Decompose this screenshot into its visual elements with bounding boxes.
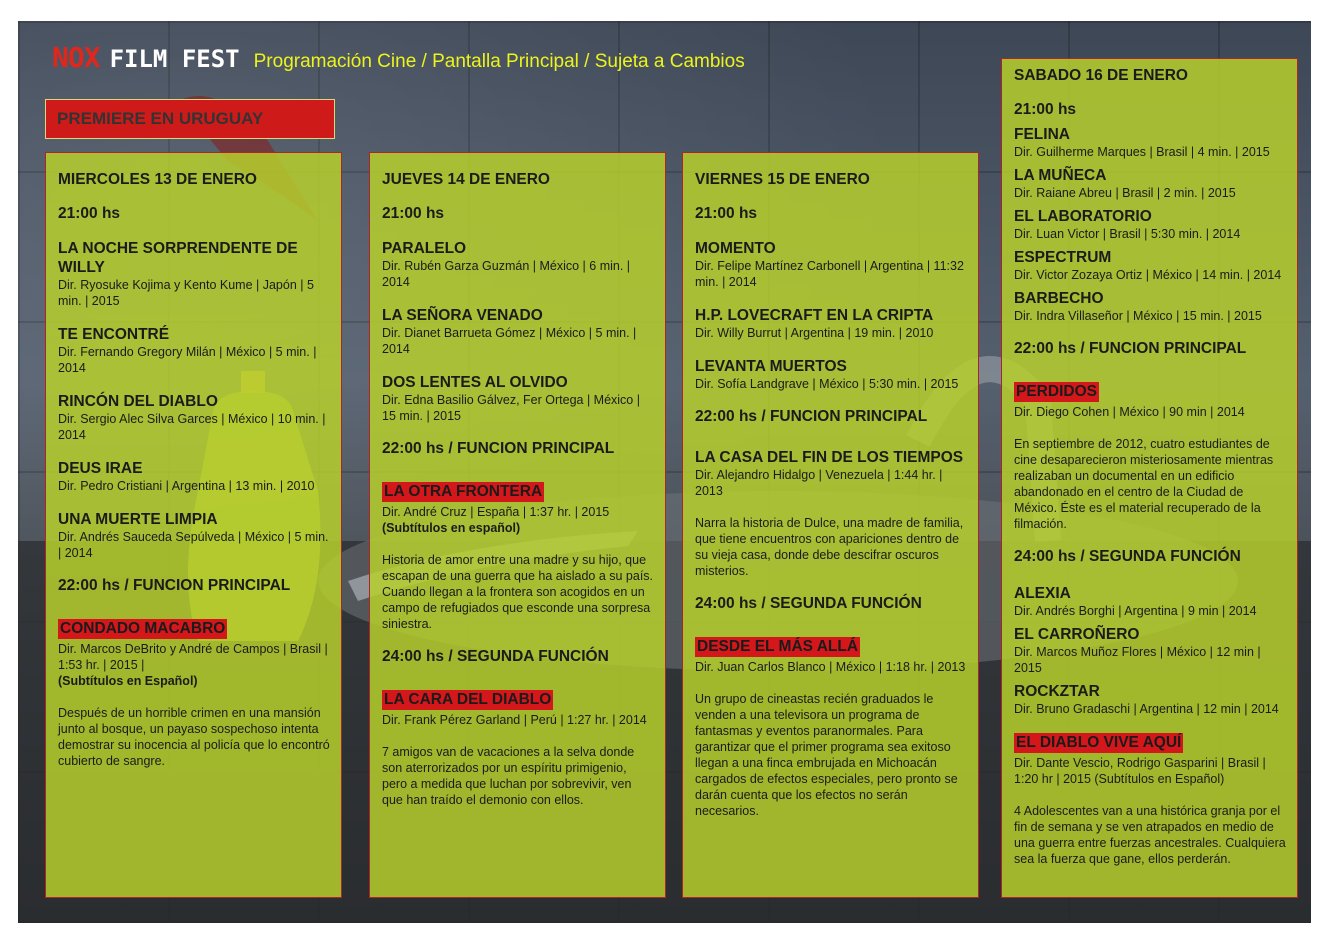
- film-title: LA NOCHE SORPRENDENTE DE WILLY: [58, 240, 298, 276]
- film-item: [58, 392, 330, 443]
- festival-poster: [18, 21, 1311, 923]
- feature-title: DESDE EL MÁS ALLÁ: [697, 638, 859, 655]
- film-title: LEVANTA MUERTOS: [695, 358, 847, 375]
- feature-credits: Dir. Marcos DeBrito y André de Campos | Brasil | 1:53 hr. | 2015 |: [58, 642, 328, 672]
- second-screening-label: 24:00 hs / SEGUNDA FUNCIÓN: [695, 595, 922, 612]
- film-item: [1014, 248, 1286, 283]
- feature-film: [382, 482, 654, 632]
- logo-film-fest: FILM FEST: [109, 45, 240, 73]
- film-item: [58, 459, 330, 494]
- feature-credits: Dir. Juan Carlos Blanco | México | 1:18 hr. | 2013: [695, 660, 966, 674]
- feature-credits: Dir. Alejandro Hidalgo | Venezuela | 1:44 hr. | 2013: [695, 468, 943, 498]
- feature-film: [58, 619, 330, 769]
- film-credits: Dir. Sofía Landgrave | México | 5:30 min. | 2015: [695, 377, 959, 391]
- film-title: DEUS IRAE: [58, 460, 143, 477]
- film-title: BARBECHO: [1014, 290, 1104, 307]
- film-credits: Dir. Pedro Cristiani | Argentina | 13 min. | 2010: [58, 479, 315, 493]
- feature-synopsis: 7 amigos van de vacaciones a la selva donde son aterrorizados por un espíritu primigenio, pero a medida que luchan por sobrevivir, ven que han traído el demonio con ellos.: [382, 745, 635, 807]
- day-heading: VIERNES 15 DE ENERO: [695, 171, 870, 188]
- feature-film: [695, 448, 967, 579]
- day-column-saturday: [1001, 58, 1298, 898]
- film-item: [695, 239, 967, 290]
- film-title: ROCKZTAR: [1014, 683, 1100, 700]
- feature-credits: Dir. André Cruz | España | 1:37 hr. | 2015: [382, 505, 610, 519]
- day-column-thursday: [369, 152, 666, 898]
- film-title: EL LABORATORIO: [1014, 208, 1152, 225]
- film-item: [695, 357, 967, 392]
- second-screening-label: 24:00 hs / SEGUNDA FUNCIÓN: [1014, 548, 1241, 565]
- second-screening-label: 24:00 hs / SEGUNDA FUNCIÓN: [382, 648, 609, 665]
- film-item: [58, 325, 330, 376]
- film-credits: Dir. Ryosuke Kojima y Kento Kume | Japón | 5 min. | 2015: [58, 278, 314, 308]
- film-credits: Dir. Guilherme Marques | Brasil | 4 min. | 2015: [1014, 145, 1270, 159]
- film-title: DOS LENTES AL OLVIDO: [382, 374, 568, 391]
- film-credits: Dir. Andrés Borghi | Argentina | 9 min | 2014: [1014, 604, 1257, 618]
- film-credits: Dir. Dianet Barrueta Gómez | México | 5 min. | 2014: [382, 326, 637, 356]
- film-item: [1014, 682, 1286, 717]
- feature-title: EL DIABLO VIVE AQUÍ: [1016, 734, 1182, 751]
- film-item: [382, 239, 654, 290]
- film-title: FELINA: [1014, 126, 1070, 143]
- feature-credits: Dir. Dante Vescio, Rodrigo Gasparini | Brasil | 1:20 hr | 2015 (Subtítulos en Español): [1014, 756, 1266, 786]
- film-title: LA MUÑECA: [1014, 167, 1107, 184]
- premiere-badge: PREMIERE EN URUGUAY: [45, 99, 335, 139]
- feature-title: CONDADO MACABRO: [60, 620, 226, 637]
- film-title: ALEXIA: [1014, 585, 1071, 602]
- page-subtitle: Programación Cine / Pantalla Principal / Sujeta a Cambios: [253, 51, 745, 72]
- feature-film: [1014, 733, 1286, 867]
- feature-film: [1014, 382, 1286, 532]
- feature-title: LA OTRA FRONTERA: [384, 483, 543, 500]
- film-item: [1014, 125, 1286, 160]
- time-label: 21:00 hs: [382, 205, 445, 222]
- film-credits: Dir. Victor Zozaya Ortiz | México | 14 min. | 2014: [1014, 268, 1282, 282]
- feature-synopsis: Un grupo de cineastas recién graduados le venden a una televisora un programa de fantasmas y eventos paranormales. Para garantizar que el primer programa sea exitoso llegan a una finca embrujada en Michoacán cargados de efectos especiales, pero pronto se darán cuenta que los efectos no serán necesarios.: [695, 692, 958, 818]
- film-credits: Dir. Felipe Martínez Carbonell | Argentina | 11:32 min. | 2014: [695, 259, 964, 289]
- feature-synopsis: En septiembre de 2012, cuatro estudiantes de cine desaparecieron misteriosamente mientras realizaban un documental en un edificio abandonado en el centro de la Ciudad de México. Éste es el material recuperado de la filmación.: [1014, 437, 1274, 531]
- film-credits: Dir. Indra Villaseñor | México | 15 min. | 2015: [1014, 309, 1262, 323]
- film-item: [382, 306, 654, 357]
- film-title: RINCÓN DEL DIABLO: [58, 393, 218, 410]
- day-column-friday: [682, 152, 979, 898]
- film-title: MOMENTO: [695, 240, 776, 257]
- film-credits: Dir. Marcos Muñoz Flores | México | 12 min | 2015: [1014, 645, 1261, 675]
- film-credits: Dir. Bruno Gradaschi | Argentina | 12 min | 2014: [1014, 702, 1279, 716]
- feature-credits: Dir. Frank Pérez Garland | Perú | 1:27 hr. | 2014: [382, 713, 647, 727]
- main-screening-label: 22:00 hs / FUNCION PRINCIPAL: [382, 440, 615, 457]
- film-credits: Dir. Sergio Alec Silva Garces | México | 10 min. | 2014: [58, 412, 326, 442]
- film-item: [1014, 289, 1286, 324]
- feature-synopsis: 4 Adolescentes van a una histórica granja por el fin de semana y se ven atrapados en medio de una guerra entre fuerzas ancestrales. Cualquiera sea la fuerza que gane, ellos perderán.: [1014, 804, 1286, 866]
- day-heading: JUEVES 14 DE ENERO: [382, 171, 550, 188]
- film-item: [1014, 166, 1286, 201]
- film-item: [1014, 625, 1286, 676]
- film-credits: Dir. Willy Burrut | Argentina | 19 min. | 2010: [695, 326, 934, 340]
- film-credits: Dir. Andrés Sauceda Sepúlveda | México | 5 min. | 2014: [58, 530, 329, 560]
- main-screening-label: 22:00 hs / FUNCION PRINCIPAL: [1014, 340, 1247, 357]
- film-title: TE ENCONTRÉ: [58, 326, 170, 343]
- film-item: [382, 373, 654, 424]
- feature-credits: Dir. Diego Cohen | México | 90 min | 2014: [1014, 405, 1245, 419]
- subtitle-note: (Subtítulos en Español): [58, 674, 198, 688]
- film-title: UNA MUERTE LIMPIA: [58, 511, 218, 528]
- feature-film: [695, 637, 967, 819]
- film-item: [1014, 584, 1286, 619]
- day-heading: MIERCOLES 13 DE ENERO: [58, 171, 257, 188]
- feature-film: [382, 690, 654, 808]
- film-credits: Dir. Raiane Abreu | Brasil | 2 min. | 2015: [1014, 186, 1236, 200]
- time-label: 21:00 hs: [58, 205, 121, 222]
- film-title: EL CARROÑERO: [1014, 626, 1140, 643]
- feature-title: LA CARA DEL DIABLO: [384, 691, 552, 708]
- feature-title: PERDIDOS: [1016, 383, 1097, 400]
- time-label: 21:00 hs: [1014, 101, 1077, 118]
- main-screening-label: 22:00 hs / FUNCION PRINCIPAL: [58, 577, 291, 594]
- feature-synopsis: Historia de amor entre una madre y su hijo, que escapan de una guerra que ha aislado a su país. Cuando llegan a la frontera son acogidos en un campo de refugiados que esconde una sorpresa siniestra.: [382, 553, 654, 631]
- day-column-wednesday: [45, 152, 342, 898]
- film-item: [58, 239, 330, 309]
- day-heading: SABADO 16 DE ENERO: [1014, 67, 1188, 84]
- time-label: 21:00 hs: [695, 205, 758, 222]
- film-credits: Dir. Luan Victor | Brasil | 5:30 min. | 2014: [1014, 227, 1241, 241]
- film-credits: Dir. Edna Basilio Gálvez, Fer Ortega | México | 15 min. | 2015: [382, 393, 640, 423]
- feature-title: LA CASA DEL FIN DE LOS TIEMPOS: [695, 449, 964, 466]
- film-item: [695, 306, 967, 341]
- film-item: [58, 510, 330, 561]
- feature-synopsis: Narra la historia de Dulce, una madre de familia, que tiene encuentros con apariciones dentro de su vieja casa, donde debe descifrar oscuros misterios.: [695, 516, 964, 578]
- film-title: PARALELO: [382, 240, 467, 257]
- feature-synopsis: Después de un horrible crimen en una mansión junto al bosque, un payaso sospechoso intenta demostrar su inocencia al policía que lo encontró cubierto de sangre.: [58, 706, 330, 768]
- film-title: ESPECTRUM: [1014, 249, 1112, 266]
- film-item: [1014, 207, 1286, 242]
- film-title: H.P. LOVECRAFT EN LA CRIPTA: [695, 307, 934, 324]
- logo-nox: NOX: [52, 41, 100, 74]
- film-title: LA SEÑORA VENADO: [382, 307, 543, 324]
- film-credits: Dir. Rubén Garza Guzmán | México | 6 min. | 2014: [382, 259, 631, 289]
- main-screening-label: 22:00 hs / FUNCION PRINCIPAL: [695, 408, 928, 425]
- subtitle-note: (Subtítulos en español): [382, 521, 521, 535]
- film-credits: Dir. Fernando Gregory Milán | México | 5 min. | 2014: [58, 345, 317, 375]
- header: [52, 41, 745, 77]
